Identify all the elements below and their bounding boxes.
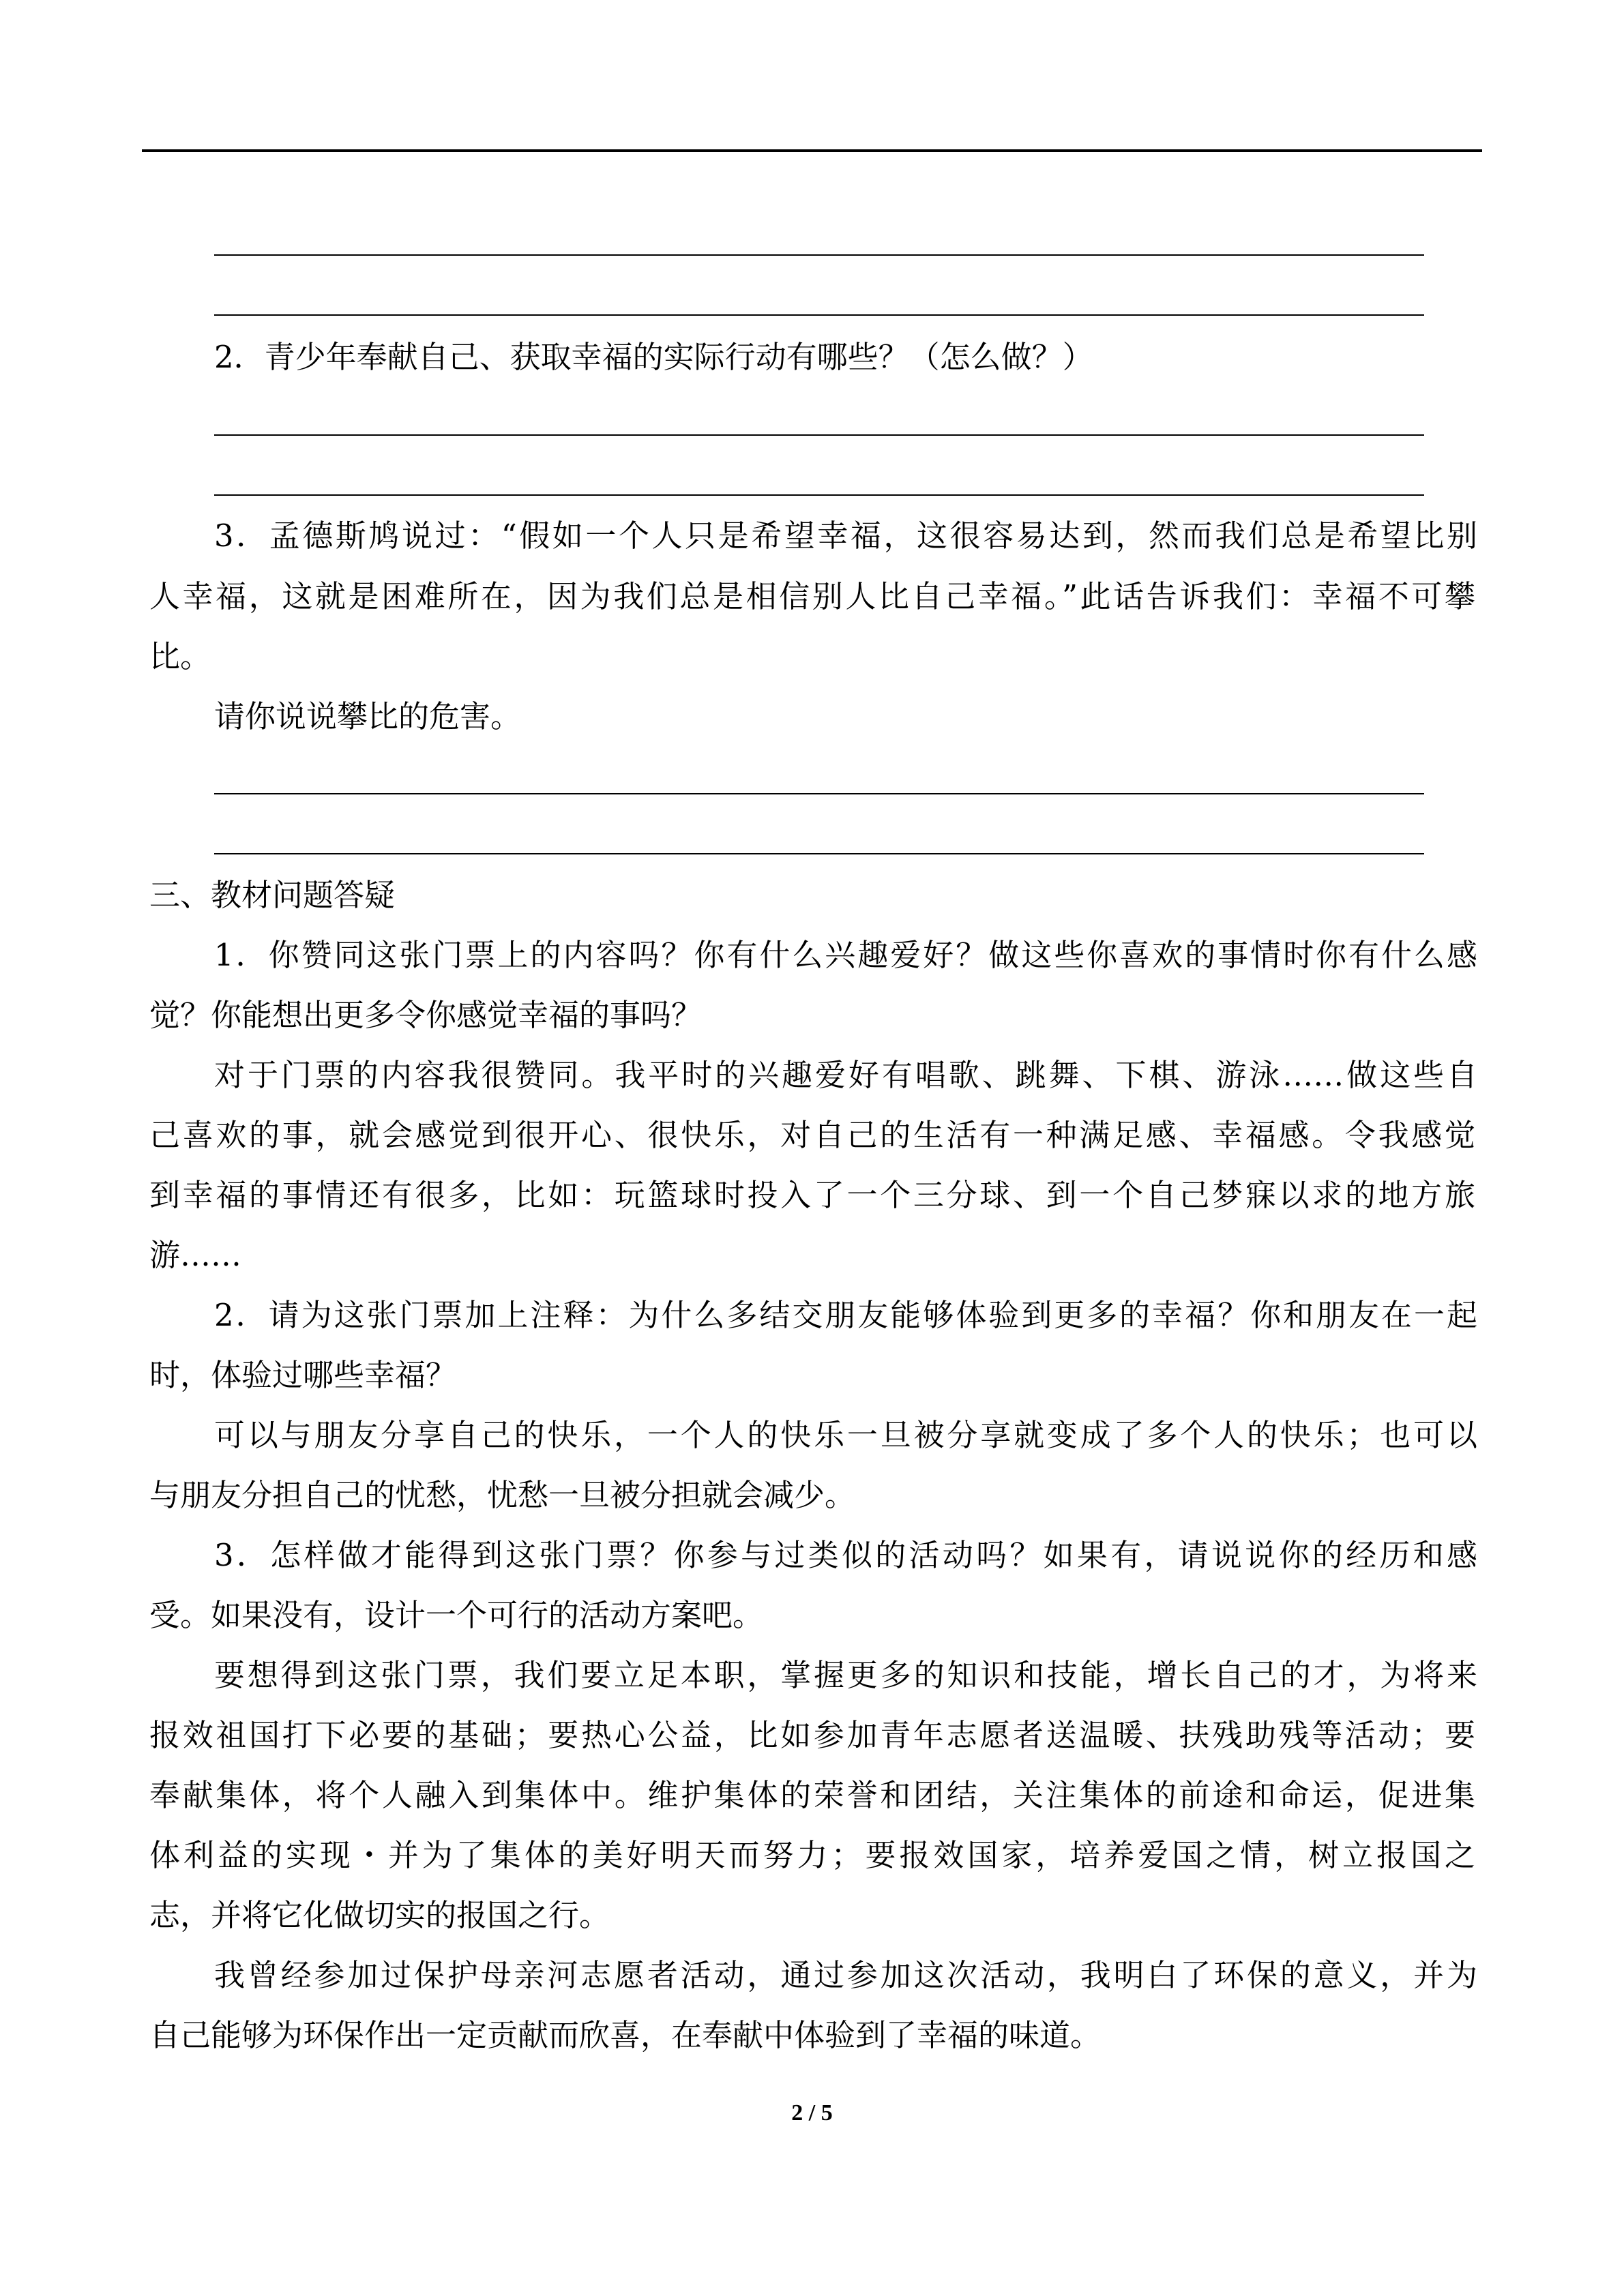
answer-2: 与朋友分担自己的忧愁，忧愁一旦被分担就会减少。	[149, 1477, 856, 1513]
answer-1: 己喜欢的事，就会感觉到很开心、很快乐，对自己的生活有一种满足感、幸福感。令我感觉	[149, 1117, 1475, 1153]
answer-1: 对于门票的内容我很赞同。我平时的兴趣爱好有唱歌、跳舞、下棋、游泳……做这些自	[214, 1057, 1477, 1093]
question-3-line: 人幸福，这就是困难所在，因为我们总是相信别人比自己幸福。”此话告诉我们：幸福不可攀	[149, 578, 1475, 614]
answer-line	[214, 494, 1424, 496]
answer-line	[214, 314, 1424, 316]
textbook-question-1: 1．你赞同这张门票上的内容吗？你有什么兴趣爱好？做这些你喜欢的事情时你有什么感	[214, 937, 1477, 973]
answer-3: 报效祖国打下必要的基础；要热心公益，比如参加青年志愿者送温暖、扶残助残等活动；要	[149, 1717, 1475, 1753]
page-number: 2 / 5	[791, 2100, 833, 2126]
question-2: 2．青少年奉献自己、获取幸福的实际行动有哪些？（怎么做？）	[214, 339, 1093, 375]
answer-line	[214, 793, 1424, 794]
textbook-question-2: 2．请为这张门票加上注释：为什么多结交朋友能够体验到更多的幸福？你和朋友在一起	[214, 1297, 1477, 1333]
textbook-question-1: 觉？你能想出更多令你感觉幸福的事吗？	[149, 997, 703, 1033]
textbook-question-3: 3．怎样做才能得到这张门票？你参与过类似的活动吗？如果有，请说说你的经历和感	[214, 1537, 1477, 1573]
answer-3-experience: 自己能够为环保作出一定贡献而欣喜，在奉献中体验到了幸福的味道。	[149, 2017, 1102, 2053]
question-3-line: 比。	[149, 638, 211, 674]
textbook-question-2: 时，体验过哪些幸福？	[149, 1357, 457, 1393]
answer-3: 体利益的实现・并为了集体的美好明天而努力；要报效国家，培养爱国之情，树立报国之	[149, 1837, 1475, 1873]
answer-line	[214, 853, 1424, 854]
question-3-prompt: 请你说说攀比的危害。	[214, 698, 522, 734]
answer-3: 要想得到这张门票，我们要立足本职，掌握更多的知识和技能，增长自己的才，为将来	[214, 1657, 1477, 1693]
answer-1: 到幸福的事情还有很多，比如：玩篮球时投入了一个三分球、到一个自己梦寐以求的地方旅	[149, 1177, 1475, 1213]
answer-line	[214, 434, 1424, 436]
question-3-line: 3．孟德斯鸠说过：“假如一个人只是希望幸福，这很容易达到，然而我们总是希望比别	[214, 518, 1477, 554]
header-rule	[142, 149, 1482, 152]
section-heading: 三、教材问题答疑	[149, 877, 396, 913]
answer-2: 可以与朋友分享自己的快乐，一个人的快乐一旦被分享就变成了多个人的快乐；也可以	[214, 1417, 1477, 1453]
answer-1: 游……	[149, 1237, 242, 1273]
answer-3: 志，并将它化做切实的报国之行。	[149, 1897, 610, 1933]
answer-line	[214, 254, 1424, 256]
answer-3-experience: 我曾经参加过保护母亲河志愿者活动，通过参加这次活动，我明白了环保的意义，并为	[214, 1957, 1477, 1993]
answer-3: 奉献集体，将个人融入到集体中。维护集体的荣誉和团结，关注集体的前途和命运，促进集	[149, 1777, 1475, 1813]
textbook-question-3: 受。如果没有，设计一个可行的活动方案吧。	[149, 1597, 764, 1633]
